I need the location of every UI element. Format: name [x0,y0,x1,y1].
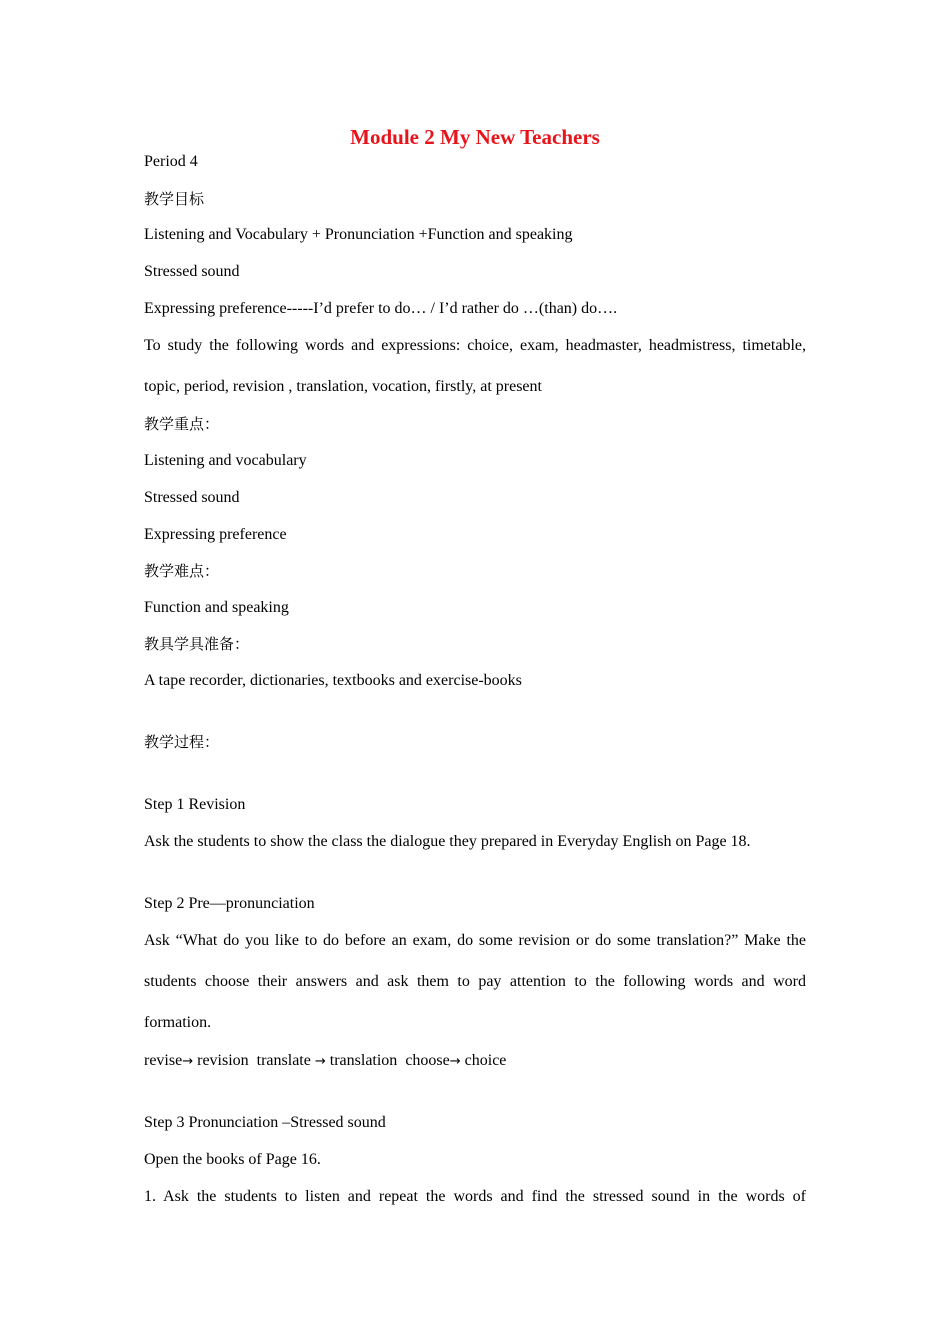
step3-text: Open the books of Page 16. [144,1151,321,1168]
key-point-item: Expressing preference [144,526,287,543]
objective-item: Expressing preference-----I’d prefer to do… / I’d rather do …(than) do…. [144,300,618,317]
difficult-points-heading: 教学难点： [144,562,220,580]
objective-item: Stressed sound [144,263,240,280]
step2-text: students choose their answers and ask them to pay attention to the following words and word [144,973,806,990]
objective-item: To study the following words and expressions: choice, exam, headmaster, headmistress, timetable, [144,337,806,354]
arrow-icon: → [449,1054,461,1069]
key-points-heading: 教学重点： [144,415,220,433]
key-point-item: Listening and vocabulary [144,452,307,469]
objective-item-continued: topic, period, revision , translation, vocation, firstly, at present [144,378,542,395]
word-form-derived: translation [329,1052,398,1069]
arrow-icon: → [182,1054,194,1069]
step3-item: 1. Ask the students to listen and repeat the words and find the stressed sound in the words of [144,1188,806,1205]
document-title: Module 2 My New Teachers [350,125,600,149]
step1-title: Step 1 Revision [144,796,246,813]
objective-item: Listening and Vocabulary + Pronunciation +Function and speaking [144,226,573,243]
arrow-icon: → [314,1054,326,1069]
word-form-derived: choice [464,1052,507,1069]
word-formation-line [144,1051,806,1072]
objectives-heading: 教学目标 [144,190,205,208]
teaching-aids-heading: 教具学具准备： [144,635,250,653]
step1-text: Ask the students to show the class the dialogue they prepared in Everyday English on Page 18. [144,833,751,850]
key-point-item: Stressed sound [144,489,240,506]
step3-title: Step 3 Pronunciation –Stressed sound [144,1114,386,1131]
word-form-base: translate [256,1052,311,1069]
teaching-aids-item: A tape recorder, dictionaries, textbooks and exercise-books [144,672,522,689]
step2-title: Step 2 Pre—pronunciation [144,895,315,912]
word-form-base: revise [144,1052,183,1069]
difficult-point-item: Function and speaking [144,599,289,616]
word-form-base: choose [405,1052,450,1069]
word-form-derived: revision [197,1052,249,1069]
period-label: Period 4 [144,153,198,170]
step2-text: Ask “What do you like to do before an exam, do some revision or do some translation?” Make the [144,932,806,949]
process-heading: 教学过程： [144,733,220,751]
step2-text: formation. [144,1014,212,1031]
